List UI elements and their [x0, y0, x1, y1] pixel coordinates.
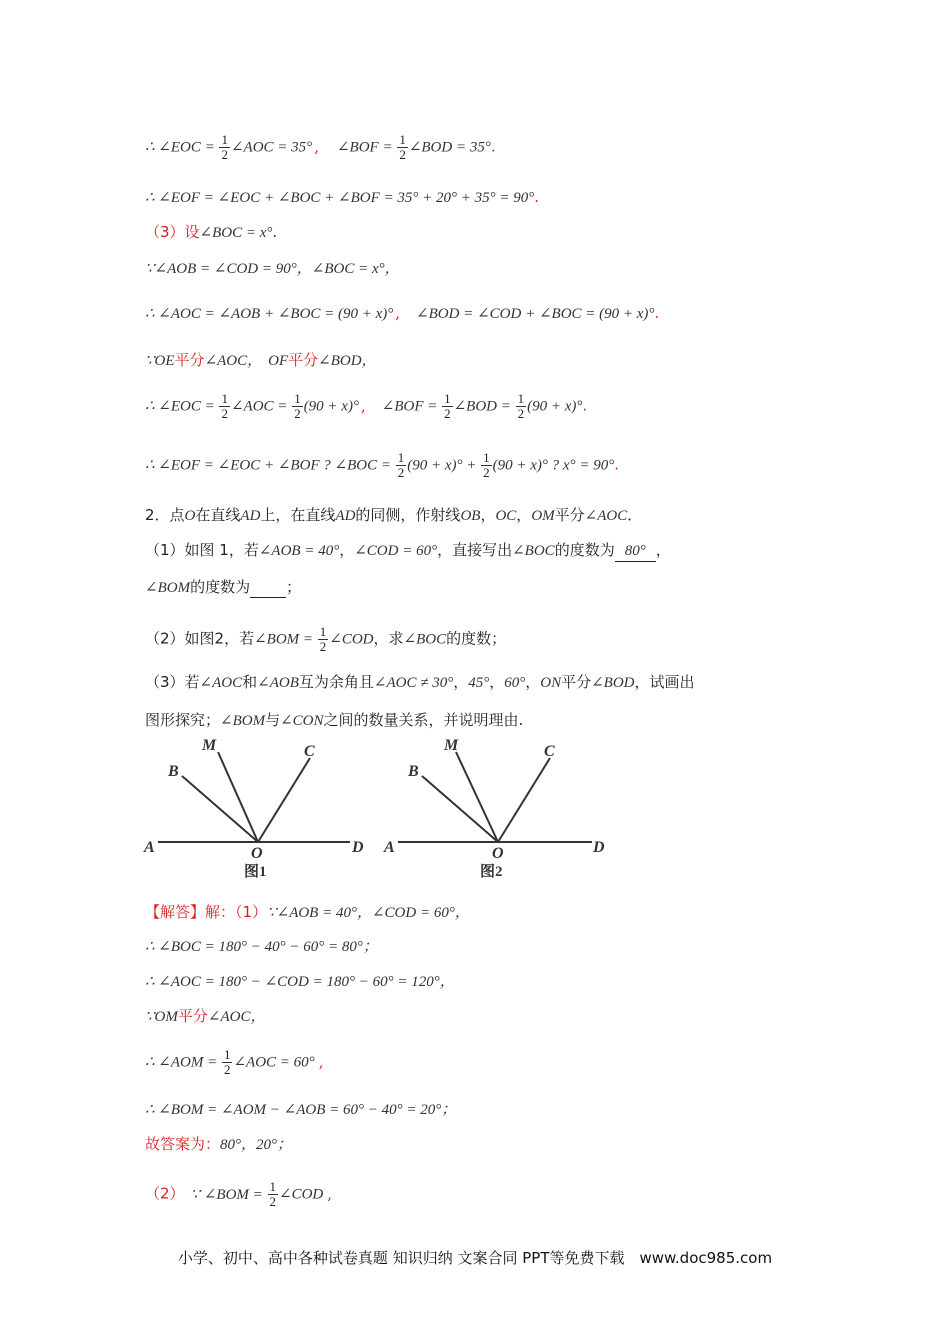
label-a: A	[384, 839, 395, 856]
label-b: B	[408, 763, 419, 780]
line-part3-set: （3）设∠BOC = x°.	[145, 223, 278, 241]
figure-2	[383, 737, 605, 880]
solution-line-6: ∴ ∠BOM = ∠AOM − ∠AOB = 60° − 40° = 20°；	[145, 1102, 457, 1118]
label-d: D	[352, 839, 364, 856]
problem-2-part3-cont: 图形探究；∠BOM与∠CON之间的数量关系，并说明理由.	[145, 711, 524, 729]
solution-line-5: ∴ ∠AOM = $\frac{1}{2}$ ∠AOC = 60° ,	[145, 1047, 324, 1077]
figure-2-caption: 图2	[480, 864, 503, 880]
line-eoc-bof: ∴ ∠EOC = $\frac{1}{2}$ ∠AOC = 35° , ∠BOF = $\frac{1}{2}$ ∠BOD = 35°.	[145, 132, 496, 162]
label-m: M	[202, 737, 217, 754]
solution-line-2: ∴ ∠BOC = 180° − 40° − 60° = 80°；	[145, 939, 378, 955]
figure-1-caption: 图1	[244, 864, 267, 880]
label-o: O	[251, 845, 263, 862]
label-d: D	[593, 839, 605, 856]
line-given-90: ∵∠AOB = ∠COD = 90°，∠BOC = x°，	[145, 261, 400, 277]
label-a: A	[144, 839, 155, 856]
line-eoc-half: ∴ ∠EOC = $\frac{1}{2}$ ∠AOC = $\frac{1}{2}$ (90 + x)° , ∠BOF = $\frac{1}{2}$ ∠BOD = $\frac{1}{2}$ (90 + x)°.	[145, 391, 588, 421]
label-b: B	[168, 763, 179, 780]
problem-2-part1-bom: ∠BOM的度数为 ；	[145, 578, 302, 596]
line-bisectors: ∵OE平分∠AOC， OF平分∠BOD，	[145, 351, 377, 369]
line-aoc-bod: ∴ ∠AOC = ∠AOB + ∠BOC = (90 + x)° , ∠BOD = ∠COD + ∠BOC = (90 + x)°.	[145, 304, 660, 322]
label-m: M	[444, 737, 459, 754]
figure-1	[143, 737, 364, 880]
label-c: C	[304, 743, 315, 760]
label-o: O	[492, 845, 504, 862]
answer-blank-2	[250, 577, 286, 598]
solution-part2: （2） ∵ ∠BOM = $\frac{1}{2}$ ∠COD ,	[145, 1179, 333, 1209]
page-footer: 小学、初中、高中各种试卷真题 知识归纳 文案合同 PPT等免费下载 www.doc985.com	[177, 1249, 773, 1267]
answer-blank-1: 80°	[615, 540, 656, 562]
line-eof-final: ∴ ∠EOF = ∠EOC + ∠BOF ? ∠BOC = $\frac{1}{2}$ (90 + x)° + $\frac{1}{2}$ (90 + x)° ? x° = 90°.	[145, 450, 619, 480]
solution-answer: 故答案为：80°，20°；	[145, 1135, 293, 1153]
solution-line-3: ∴ ∠AOC = 180° − ∠COD = 180° − 60° = 120°，	[145, 974, 455, 990]
problem-2-statement: 2．点O在直线AD上，在直线AD的同侧，作射线OB，OC，OM平分∠AOC．	[145, 506, 643, 524]
solution-line-4: ∵OM平分∠AOC，	[145, 1007, 266, 1025]
geometry-figures	[140, 730, 620, 880]
line-eof-sum: ∴ ∠EOF = ∠EOC + ∠BOC + ∠BOF = 35° + 20° + 35° = 90°.	[145, 188, 540, 206]
problem-2-part2: （2）如图2，若∠BOM = $\frac{1}{2}$ ∠COD，求∠BOC的度数；	[145, 624, 507, 654]
label-c: C	[544, 743, 555, 760]
problem-2-part3: （3）若∠AOC和∠AOB互为余角且∠AOC ≠ 30°，45°，60°，ON平分∠BOD，试画出	[145, 673, 695, 691]
solution-line-1: 【解答】解：（1）∵∠AOB = 40°，∠COD = 60°，	[145, 903, 470, 921]
problem-2-part1: （1）如图 1，若∠AOB = 40°，∠COD = 60°，直接写出∠BOC的度数为 80° ，	[145, 540, 671, 562]
